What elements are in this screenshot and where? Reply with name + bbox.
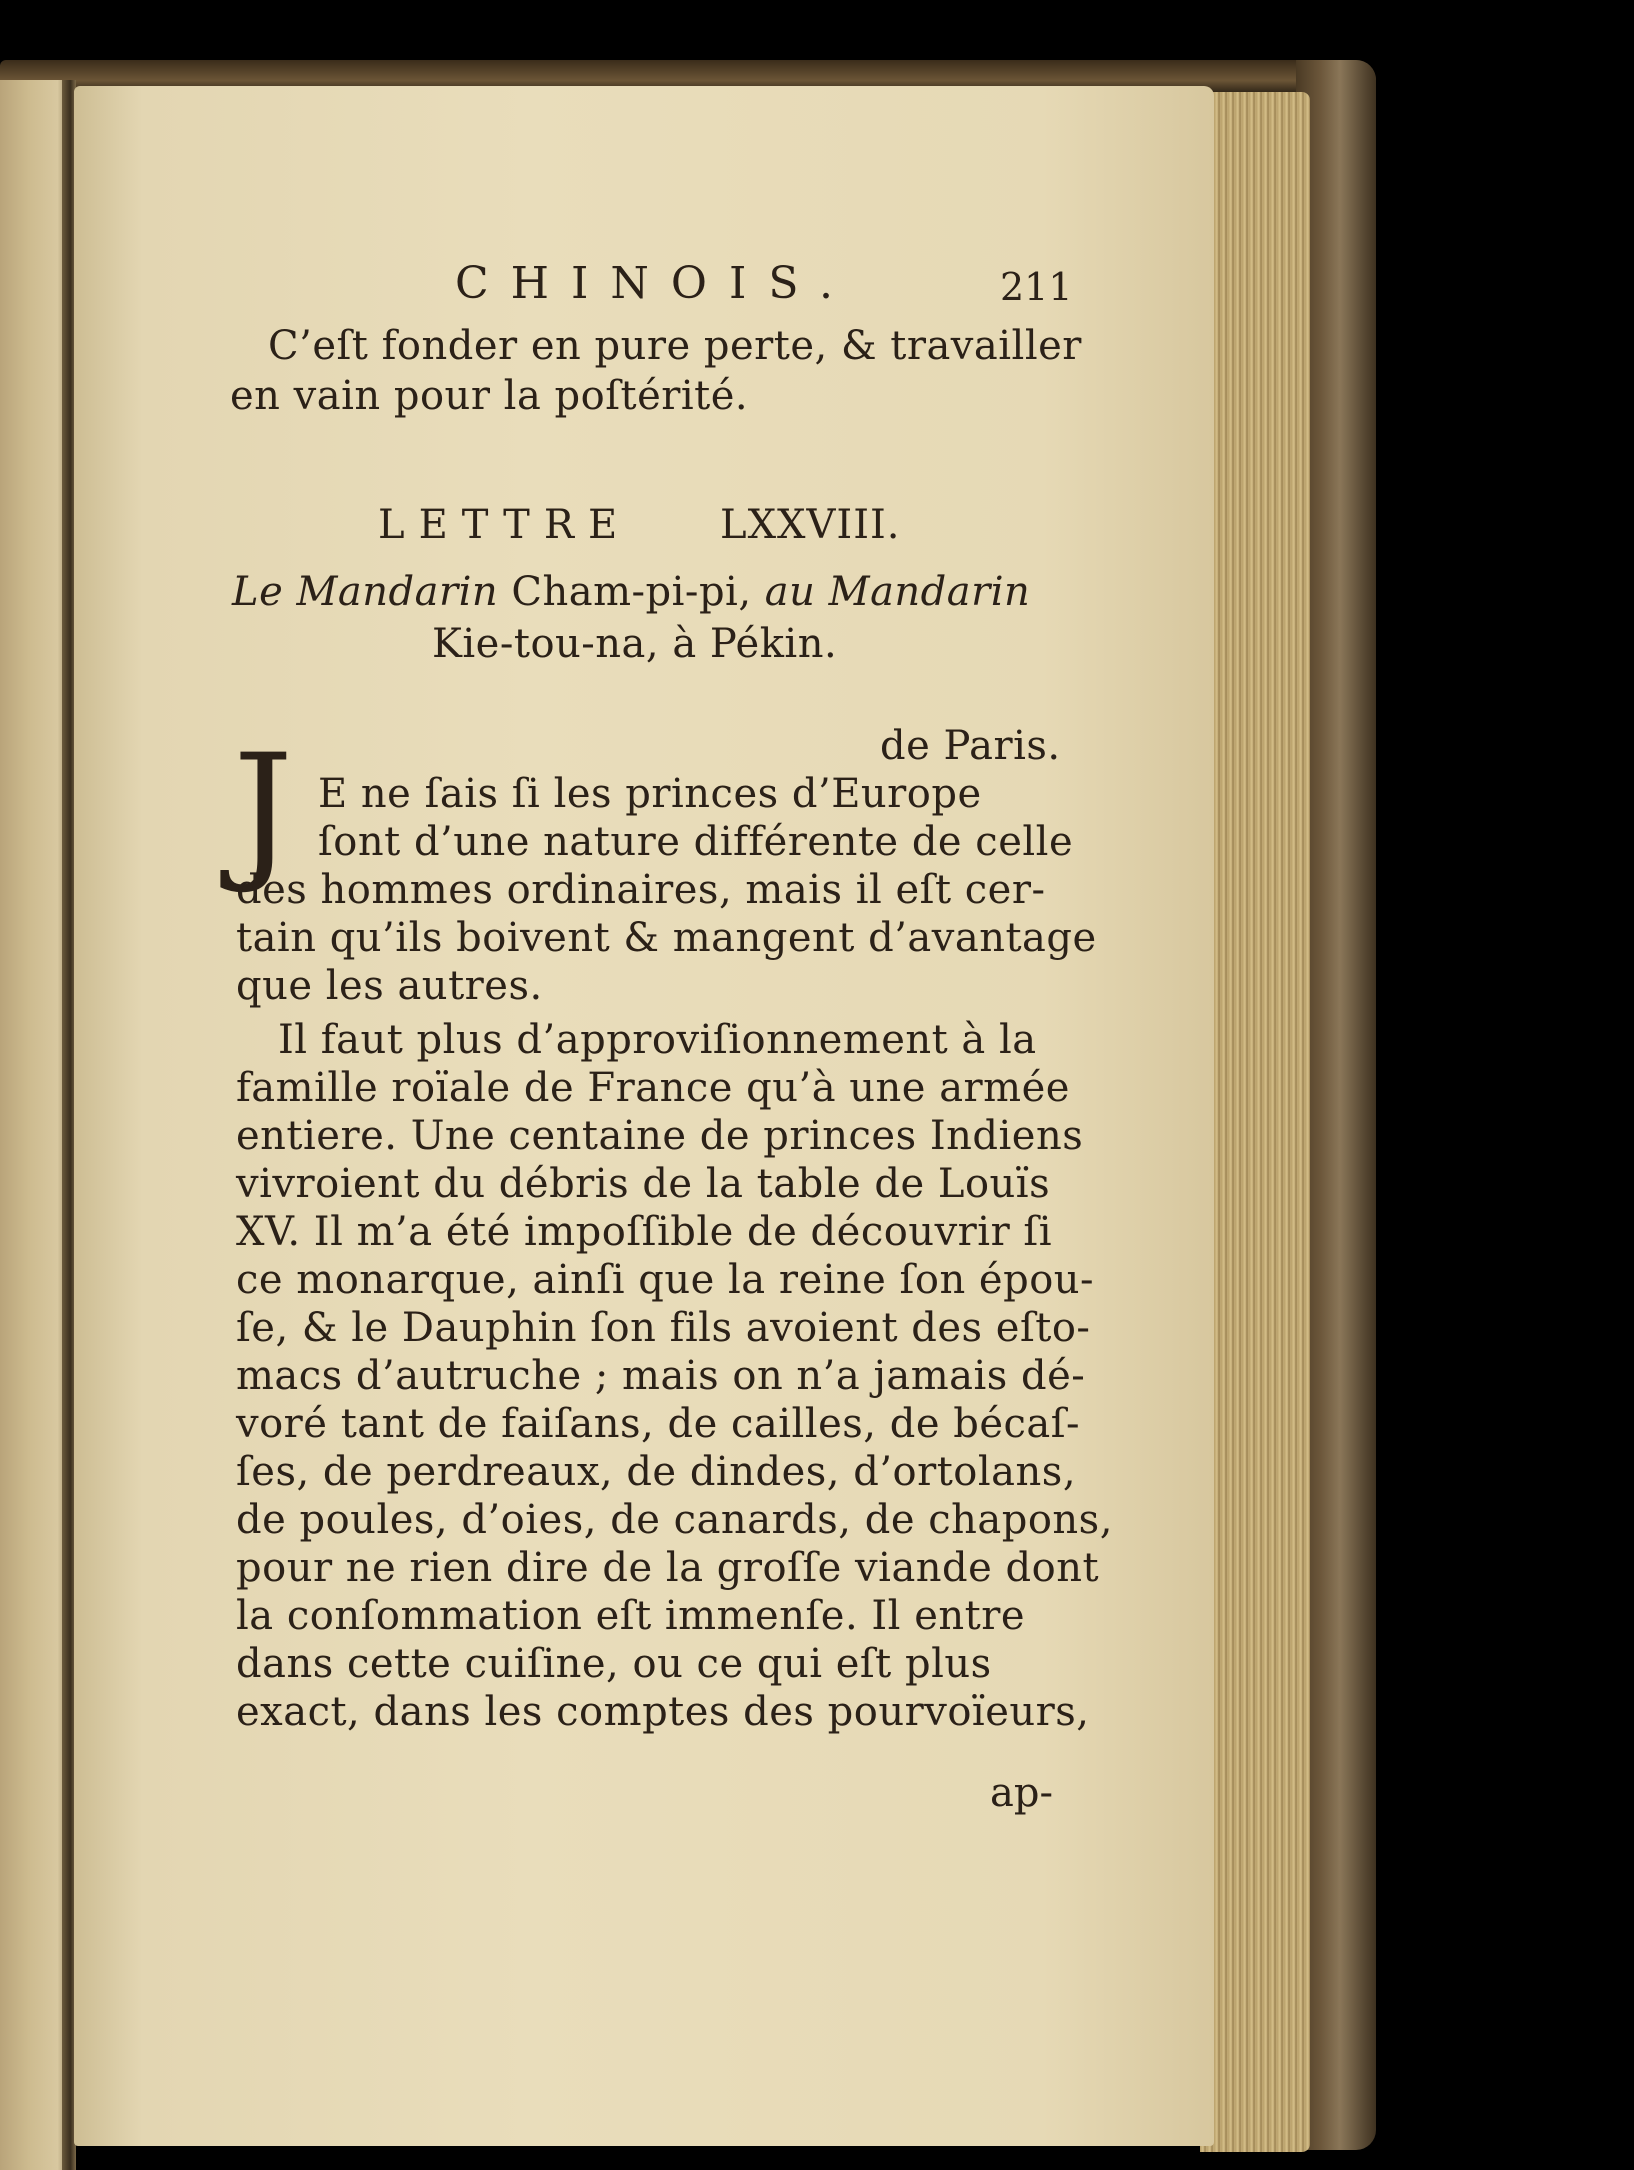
text-line: E ne ſais ſi les princes d’Europe (318, 771, 982, 817)
letter-heading: LETTRE (378, 502, 632, 548)
running-title: CHINOIS. (455, 258, 855, 309)
text-line: Il faut plus d’approviſionnement à la (278, 1017, 1037, 1063)
drop-cap: J (233, 723, 294, 897)
text-line: tain qu’ils boivent & mangent d’avantage (236, 915, 1097, 961)
text-line: de poules, d’oies, de canards, de chapons, (236, 1497, 1113, 1543)
letter-place: de Paris. (880, 723, 1061, 769)
letter-address-line-1 (232, 568, 1030, 616)
text-line: entiere. Une centaine de princes Indiens (236, 1113, 1084, 1159)
address-au-mandarin: au Mandarin (764, 569, 1031, 615)
text-line: que les autres. (236, 963, 543, 1009)
catchword: ap- (990, 1770, 1053, 1816)
text-line: ſont d’une nature différente de celle (318, 819, 1074, 865)
text-line: ſe, & le Dauphin ſon fils avoient des eſto- (236, 1305, 1091, 1351)
text-line: dans cette cuiſine, ou ce qui eſt plus (236, 1641, 992, 1687)
address-name: Cham-pi-pi, (511, 569, 752, 615)
text-line: voré tant de faiſans, de cailles, de bécaſ- (236, 1401, 1081, 1447)
text-line: exact, dans les comptes des pourvoïeurs, (236, 1689, 1090, 1735)
page-number: 211 (1000, 265, 1073, 309)
text-line: C’eſt fonder en pure perte, & travailler (268, 323, 1082, 369)
text-line: famille roïale de France qu’à une armée (236, 1065, 1070, 1111)
address-le: Le (232, 569, 284, 615)
address-mandarin: Mandarin (296, 569, 499, 615)
text-line: la conſommation eſt immenſe. Il entre (236, 1593, 1025, 1639)
page-block-edges (1200, 92, 1310, 2152)
text-line: macs d’autruche ; mais on n’a jamais dé- (236, 1353, 1086, 1399)
text-line: ſes, de perdreaux, de dindes, d’ortolans, (236, 1449, 1077, 1495)
letter-number: LXXVIII. (720, 502, 901, 548)
text-line: XV. Il m’a été impoſſible de découvrir ſi (236, 1209, 1053, 1255)
text-line: ce monarque, ainſi que la reine ſon épou- (236, 1257, 1095, 1303)
letter-address-line-2: Kie-tou-na, à Pékin. (432, 621, 838, 667)
text-line: pour ne rien dire de la groſſe viande dont (236, 1545, 1100, 1591)
text-line: vivroient du débris de la table de Louïs (236, 1161, 1051, 1207)
text-line: des hommes ordinaires, mais il eſt cer- (236, 867, 1046, 913)
text-line: en vain pour la poſtérité. (230, 373, 749, 419)
